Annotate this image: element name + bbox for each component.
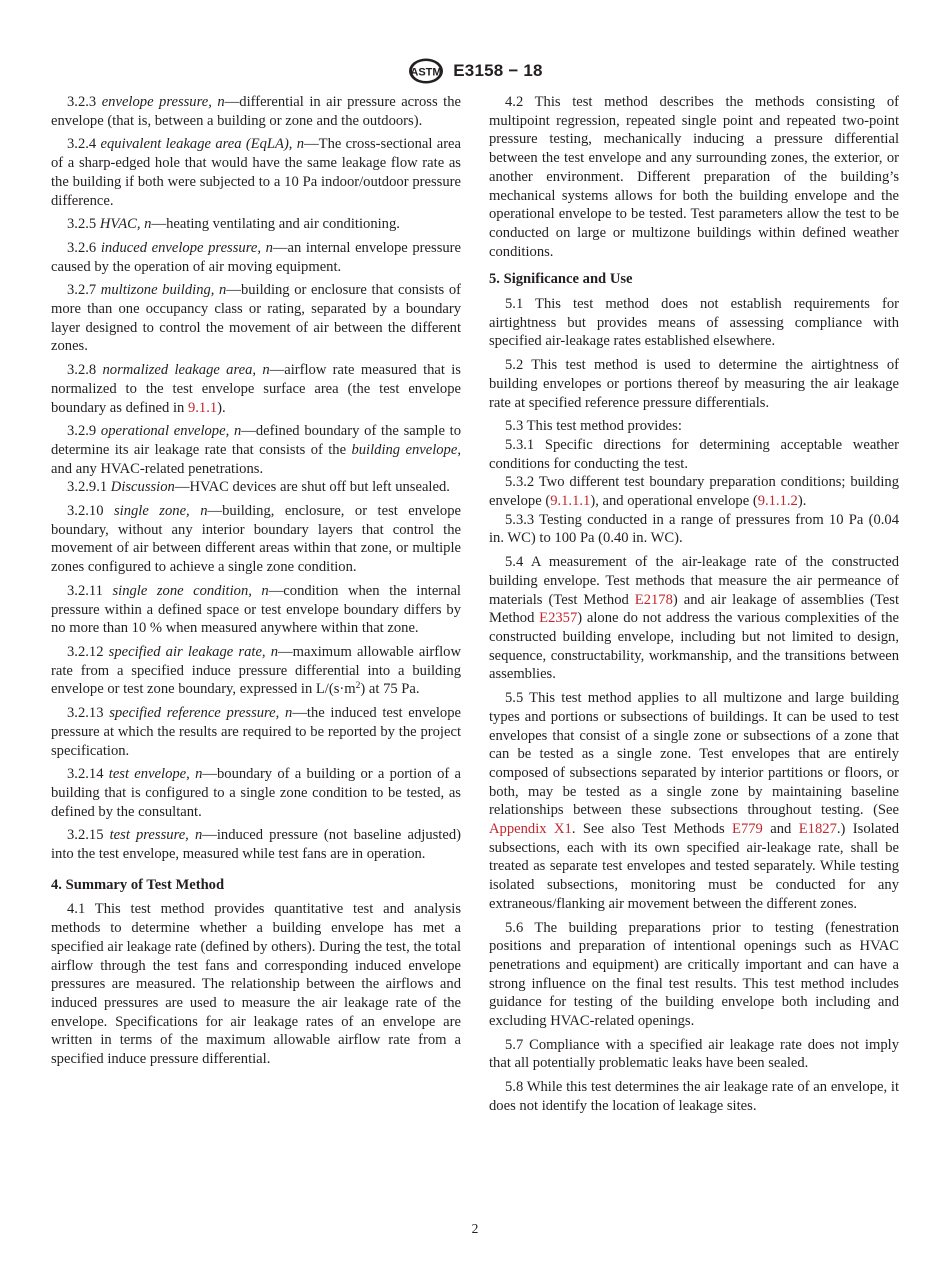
document-designation: E3158 − 18 <box>453 61 543 80</box>
para-3-2-6: 3.2.6 induced envelope pressure, n—an internal envelope pressure caused by the operation of air moving equipment. <box>51 239 462 275</box>
cross-reference-link[interactable]: 9.1.1.2 <box>757 493 798 510</box>
para-3-2-12: 3.2.12 specified air leakage rate, n—maximum allowable airflow rate from a specified induce pressure differential into a building envelope or test zone boundary, expressed in $L/(s\cdot m^2)$ at 75 Pa. <box>51 643 461 698</box>
defined-term: induced envelope pressure, n <box>100 239 273 256</box>
superscript: 2 <box>355 681 361 692</box>
para-5-7: 5.7 Compliance with a specified air leakage rate does not imply that all potentially problematic leaks have been sealed. <box>489 1036 899 1072</box>
defined-term: envelope pressure, n <box>101 94 225 110</box>
defined-term: specified reference pressure, n <box>109 705 293 722</box>
section-4-heading: 4. Summary of Test Method <box>51 876 225 893</box>
defined-term: building envelope <box>351 441 458 458</box>
para-3-2-9-1: 3.2.9.1 Discussion—HVAC devices are shut off but left unsealed. <box>67 479 450 496</box>
para-5-6: 5.6 The building preparations prior to testing (fenestration positions and preparation of intentional openings such as HVAC penetrations and equipment) are critically important and can have a strong influence on the final test results. This test method includes guidance for testing of the building envelope both including and excluding HVAC-related openings. <box>489 919 899 1030</box>
defined-term: test envelope, n <box>108 766 203 783</box>
page-number: 2 <box>471 1221 479 1236</box>
para-5-3-2: 5.3.2 Two different test boundary preparation conditions; building envelope (9.1.1.1), and operational envelope (9.1.1.2). <box>489 474 899 510</box>
para-3-2-7: 3.2.7 multizone building, n—building or enclosure that consists of more than one occupancy class or rating, separated by a boundary layer designed to control the movement of air between the different zones. <box>51 282 461 355</box>
defined-term: specified air leakage rate, n <box>108 643 279 660</box>
para-5-2: 5.2 This test method is used to determine the airtightness of building envelopes or portions thereof by measuring the air leakage rate at specified reference pressure differentials. <box>489 357 899 411</box>
para-5-1: 5.1 This test method does not establish requirements for airtightness but provides means of assessing compliance with specified air-leakage rates established elsewhere. <box>489 296 899 350</box>
cross-reference-link[interactable]: Appendix X1 <box>489 821 572 838</box>
para-5-3: 5.3 This test method provides: <box>505 418 682 435</box>
para-3-2-10: 3.2.10 single zone, n—building, enclosure, or test envelope boundary, without any interior boundary layers that control the movement of air between different areas within that zone, or multiple zones configured to achieve a single zone condition. <box>51 503 461 576</box>
para-3-2-13: 3.2.13 specified reference pressure, n—the induced test envelope pressure at which the results are required to be reported by the project specification. <box>51 705 461 759</box>
cross-reference-link[interactable]: E2178 <box>634 591 673 608</box>
cross-reference-link[interactable]: 9.1.1.1 <box>550 493 591 510</box>
defined-term: Discussion <box>110 479 175 496</box>
cross-reference-link[interactable]: E1827 <box>798 821 837 838</box>
para-4-2: 4.2 This test method describes the methods consisting of multipoint regression, repeated single point and repeated two-point pressure testing, mechanically inducing a pressure differential between the test envelope and any surrounding zones, the exterior, or another environment. Different preparation of the building’s mechanical systems allows for both the building envelope and the operational envelope to be tested. Test parameters allow the test to be conducted on large or multizone buildings within defined weather conditions. <box>489 94 899 260</box>
section-5-heading: 5. Significance and Use <box>489 271 633 288</box>
left-column <box>51 93 461 1074</box>
defined-term: single zone, n <box>113 503 208 520</box>
cross-reference-link[interactable]: 9.1.1 <box>187 399 218 416</box>
defined-term: single zone condition, n <box>112 582 269 599</box>
para-4-1: 4.1 This test method provides quantitative test and analysis methods to determine whether a building envelope has met a specified air leakage rate (defined by others). During the test, the total airflow through the test fans and corresponding induced envelope pressures are measured. The relationship between the airflows and induced pressures are used to measure the air leakage rate of the envelope. Specifications for air leakage rates of an envelope are written in terms of the maximum allowable airflow rate from a specified induce pressure differential. <box>51 901 461 1068</box>
defined-term: equivalent leakage area (EqLA), n <box>100 136 305 153</box>
cross-reference-link[interactable]: E779 <box>732 821 763 838</box>
para-3-2-5: 3.2.5 HVAC, n—heating ventilating and air conditioning. <box>67 216 400 233</box>
para-3-2-3: 3.2.3 envelope pressure, n—differential in air pressure across the envelope (that is, between a building or zone and the outdoors). <box>51 94 461 129</box>
para-3-2-8: 3.2.8 normalized leakage area, n—airflow rate measured that is normalized to the test envelope surface area (the test envelope boundary as defined in 9.1.1). <box>51 362 461 416</box>
para-3-2-4: 3.2.4 equivalent leakage area (EqLA), n—The cross-sectional area of a sharp-edged hole that would have the same leakage flow rate as the building if both were subjected to a 10 Pa indoor/outdoor pressure difference. <box>51 136 462 209</box>
defined-term: normalized leakage area, n <box>102 362 270 379</box>
para-5-8: 5.8 While this test determines the air leakage rate of an envelope, it does not identify the location of leakage sites. <box>489 1079 899 1114</box>
defined-term: operational envelope, n <box>100 423 242 440</box>
para-5-3-1: 5.3.1 Specific directions for determining acceptable weather conditions for conducting the test. <box>489 436 899 472</box>
defined-term: HVAC, n <box>99 216 152 233</box>
astm-logo-icon <box>407 57 445 85</box>
para-5-4: 5.4 A measurement of the air-leakage rate of the constructed building envelope. Test methods that measure the air permeance of materials (Test Method E2178) and air leakage of assemblies (Test Method E2357) alone do not address the various complexities of the constructed building envelope, including but not limited to design, sequence, constructability, workmanship, and the transitions between assemblies. <box>489 554 899 683</box>
para-3-2-15: 3.2.15 test pressure, n—induced pressure (not baseline adjusted) into the test envelope, measured while test fans are in operation. <box>51 827 461 863</box>
para-5-3-3: 5.3.3 Testing conducted in a range of pressures from 10 Pa (0.04 in. WC) to 100 Pa (0.40 in. WC). <box>489 511 899 547</box>
para-3-2-11: 3.2.11 single zone condition, n—condition when the internal pressure within a defined space or test envelope boundary differs by no more than 10 % when measured anywhere within that zone. <box>51 582 461 637</box>
para-5-5: 5.5 This test method applies to all multizone and large building types and portions or subsections of buildings. It can be used to test envelopes that consist of a single zone or subsections of a zone that can be tested as a single zone. Test envelopes that are entirely composed of subsections separated by interior partitions or floors, or both, may be tested as a single zone by maintaining baseline relationships between these subsections throughout testing. (See Appendix X1. See also Test Methods E779 and E1827.) Isolated subsections, each with its own specified air-leakage rate, shall be treated as separate test envelopes and tested separately. While testing isolated subsections, monitoring must be conducted for any extraneous/flanking air movement between the different zones. <box>489 690 899 912</box>
defined-term: multizone building, n <box>100 282 227 299</box>
logo-text: ASTM <box>410 66 442 79</box>
defined-term: test pressure, n <box>109 827 203 844</box>
para-3-2-9: 3.2.9 operational envelope, n—defined boundary of the sample to determine its air leakage rate that consists of the building envelope, and any HVAC-related penetrations. <box>51 423 461 477</box>
cross-reference-link[interactable]: E2357 <box>539 610 578 627</box>
right-column <box>489 93 899 1121</box>
para-3-2-14: 3.2.14 test envelope, n—boundary of a building or a portion of a building that is configured to a single zone condition to be tested, as defined by the consultant. <box>51 766 461 820</box>
page-header <box>0 56 950 86</box>
